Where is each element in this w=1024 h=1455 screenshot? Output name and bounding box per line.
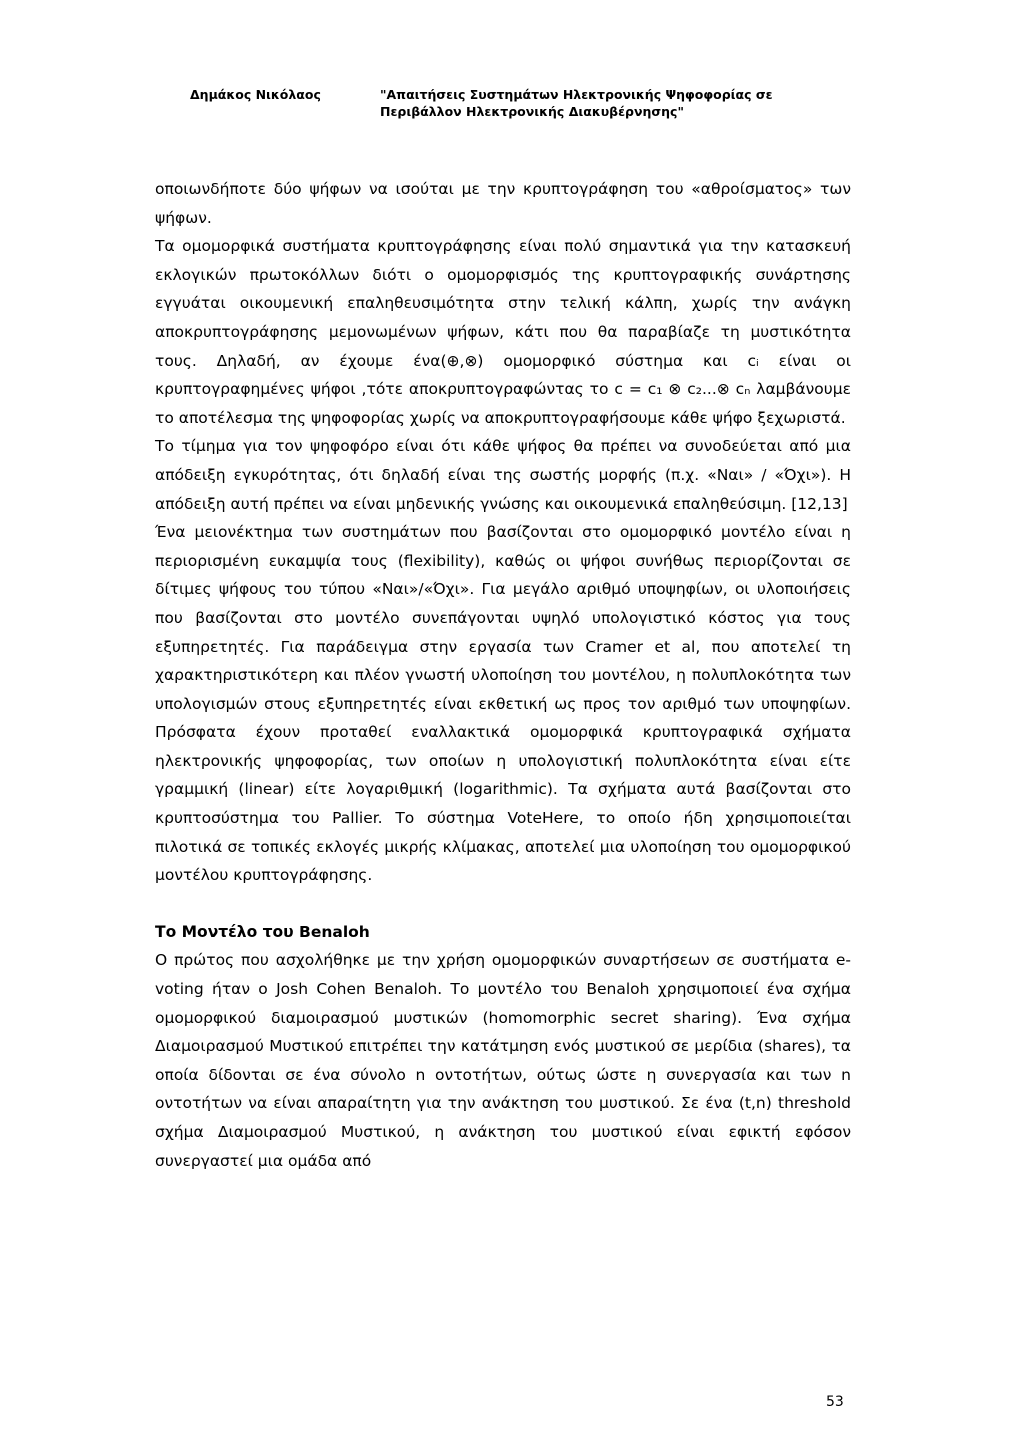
section-heading: Το Μοντέλο του Benaloh [155, 922, 370, 941]
paragraph-voter-cost: Το τίμημα για τον ψηφοφόρο είναι ότι κάθε ψήφος θα πρέπει να συνοδεύεται από μια απόδειξη εγκυρότητας, ότι δηλαδή είναι της σωστής μορφής (π.χ. «Ναι» / «Όχι»). Η απόδειξη αυτή πρέπει να είναι μηδενικής γνώσης και οικουμενικά επαληθεύσιμη. [12,13] [155, 437, 851, 513]
header-title: "Απαιτήσεις Συστημάτων Ηλεκτρονικής Ψηφοφορίας σε Περιβάλλον Ηλεκτρονικής Διακυβέρνησης" [380, 87, 773, 119]
header-author: Δημάκος Νικόλαος [190, 87, 321, 102]
paragraph-disadvantage: Ένα μειονέκτημα των συστημάτων που βασίζονται στο ομομορφικό μοντέλο είναι η περιορισμένη ευκαμψία τους (flexibility), καθώς οι ψήφοι συνήθως περιορίζονται σε δίτιμες ψήφους του τύπου «Ναι»/«Όχι». Για μεγάλο αριθμό υποψηφίων, οι υλοποιήσεις που βασίζονται στο μοντέλο συνεπάγονται υψηλό υπολογιστικό κόστος για τους εξυπηρετητές. Για παράδειγμα στην εργασία των Cramer et al, που αποτελεί τη χαρακτηριστικότερη και πλέον γνωστή υλοποίηση του μοντέλου, η πολυπλοκότητα των υπολογισμών στους εξυπηρετητές είναι εκθετική ως προς τον αριθμό των υποψηφίων. Πρόσφατα έχουν προταθεί εναλλακτικά ομομορφικά κρυπτογραφικά σχήματα ηλεκτρονικής ψηφοφορίας, των οποίων η υπολογιστική πολυπλοκότητα είναι είτε γραμμική (linear) είτε λογαριθμική (logarithmic). Τα σχήματα αυτά βασίζονται στο κρυπτοσύστημα του Pallier. Το σύστημα VoteHere, το οποίο ήδη χρησιμοποιείται πιλοτικά σε τοπικές εκλογές μικρής κλίμακας, αποτελεί μια υλοποίηση του ομομορφικού μοντέλου κρυπτογράφησης. [155, 523, 851, 885]
paragraph-homomorphic-systems: Τα ομομορφικά συστήματα κρυπτογράφησης είναι πολύ σημαντικά για την κατασκευή εκλογικών πρωτοκόλλων διότι ο ομομορφισμός της κρυπτογραφικής συνάρτησης εγγυάται οικουμενική επαληθευσιμότητα στην τελική κάλπη, χωρίς την ανάγκη αποκρυπτογράφησης μεμονωμένων ψήφων, κάτι που θα παραβίαζε τη μυστικότητα τους. Δηλαδή, αν έχουμε ένα(⊕,⊗) ομομορφικό σύστημα και cᵢ είναι οι κρυπτογραφημένες ψήφοι ,τότε αποκρυπτογραφώντας το c = c₁ ⊗ c₂...⊗ cₙ λαμβάνουμε το αποτέλεσμα της ψηφοφορίας χωρίς να αποκρυπτογραφήσουμε κάθε ψήφο ξεχωριστά. [155, 237, 851, 427]
page-number: 53 [826, 1394, 844, 1410]
paragraph-benaloh: Ο πρώτος που ασχολήθηκε με την χρήση ομομορφικών συναρτήσεων σε συστήματα e-voting ήταν ο Josh Cohen Benaloh. Το μοντέλο του Benaloh χρησιμοποιεί ένα σχήμα ομομορφικού διαμοιρασμού μυστικών (homomorphic secret sharing). Ένα σχήμα Διαμοιρασμού Μυστικού επιτρέπει την κατάτμηση ενός μυστικού σε μερίδια (shares), τα οποία δίδονται σε ένα σύνολο n οντοτήτων, ούτως ώστε η συνεργασία και των n οντοτήτων να είναι απαραίτητη για την ανάκτηση του μυστικού. Σε ένα (t,n) threshold σχήμα Διαμοιρασμού Μυστικού, η ανάκτηση του μυστικού είναι εφικτή εφόσον συνεργαστεί μια ομάδα από [155, 951, 851, 1170]
page-body [155, 175, 851, 1175]
paragraph-continuation: οποιωνδήποτε δύο ψήφων να ισούται με την κρυπτογράφηση του «αθροίσματος» των ψήφων. [155, 180, 851, 227]
